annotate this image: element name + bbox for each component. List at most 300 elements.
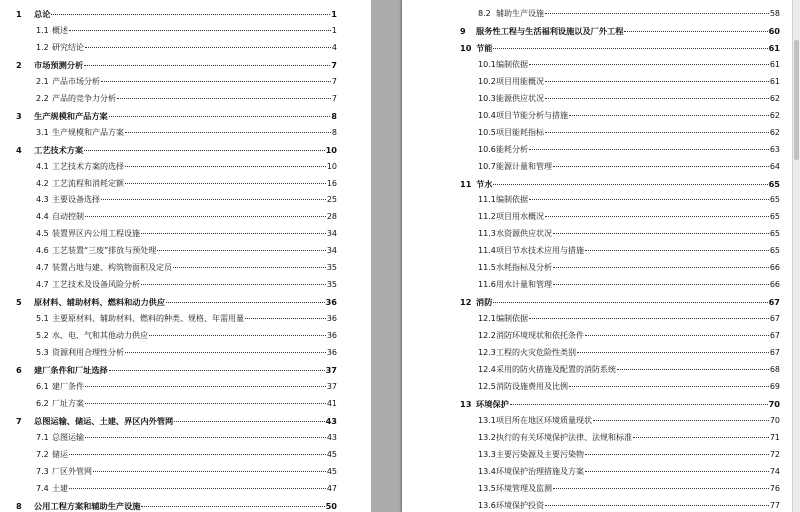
toc-section-entry[interactable] (478, 246, 780, 256)
toc-page-number: 67 (769, 348, 780, 357)
toc-section-entry[interactable] (36, 162, 337, 172)
toc-entry-title: 研究结论 (52, 42, 84, 52)
toc-dot-leader (109, 370, 325, 371)
toc-entry-number: 7.3 (36, 466, 49, 476)
toc-entry-title: 水资源供应状况 (496, 229, 552, 239)
toc-dot-leader (141, 284, 326, 285)
toc-entry-title: 执行的有关环境保护法律、法规和标准 (496, 432, 632, 442)
toc-page-number: 36 (326, 331, 337, 341)
toc-page-number: 50 (325, 500, 337, 511)
toc-page-number: 67 (769, 331, 780, 341)
toc-entry-title: 厂址方案 (52, 398, 84, 408)
toc-page-number: 35 (326, 263, 337, 273)
toc-page-number: 7 (331, 93, 337, 103)
toc-entry-number: 12.4 (478, 364, 496, 374)
toc-dot-leader (85, 216, 326, 217)
toc-chapter-entry[interactable] (16, 9, 337, 19)
toc-entry-number: 13.2 (478, 432, 496, 442)
toc-entry-number: 10 (460, 42, 472, 53)
toc-dot-leader (529, 199, 769, 200)
toc-entry-title: 项目用水概况 (496, 212, 544, 222)
toc-entry-number: 10.6 (478, 144, 496, 154)
toc-section-entry[interactable] (478, 229, 780, 239)
toc-section-entry[interactable] (478, 450, 780, 460)
toc-entry-title: 编制依据 (496, 195, 528, 205)
toc-page-number: 45 (326, 466, 337, 476)
toc-entry-number: 4.2 (36, 178, 49, 188)
toc-entry-number: 11.5 (478, 263, 496, 273)
toc-entry-number: 4.7 (36, 263, 49, 273)
toc-page-number: 65 (769, 212, 780, 222)
toc-section-entry[interactable] (36, 246, 337, 256)
toc-dot-leader (553, 267, 769, 268)
toc-page-number: 28 (326, 212, 337, 222)
toc-page-number: 62 (769, 93, 780, 103)
toc-section-entry[interactable] (478, 162, 780, 172)
toc-dot-leader (69, 454, 326, 455)
toc-entry-number: 9 (460, 25, 466, 36)
toc-entry-number: 5.1 (36, 314, 49, 324)
toc-page-number: 67 (768, 297, 780, 308)
toc-dot-leader (149, 335, 326, 336)
toc-entry-title: 总图运输 (52, 432, 84, 442)
toc-section-entry[interactable] (36, 263, 337, 273)
toc-dot-leader (141, 233, 326, 234)
toc-entry-title: 项目用能概况 (496, 76, 544, 86)
toc-dot-leader (125, 352, 326, 353)
toc-page-number: 16 (326, 178, 337, 188)
toc-entry-title: 土建 (52, 483, 68, 493)
toc-page-number: 45 (326, 449, 337, 459)
toc-dot-leader (617, 369, 769, 370)
toc-section-entry[interactable] (36, 382, 337, 392)
toc-entry-title: 项目所在地区环境质量现状 (496, 415, 592, 425)
toc-dot-leader (569, 386, 769, 387)
toc-dot-leader (553, 488, 769, 489)
toc-entry-number: 2 (16, 59, 22, 70)
toc-page-number: 62 (769, 127, 780, 137)
toc-entry-title: 生产规模和产品方案 (34, 110, 108, 121)
page-gutter (371, 0, 402, 512)
toc-entry-title: 主要原材料、辅助材料、燃料的种类、规格、年需用量 (52, 314, 244, 324)
toc-section-entry[interactable] (478, 77, 780, 87)
toc-dot-leader (510, 404, 768, 405)
toc-section-entry[interactable] (36, 43, 337, 53)
toc-section-entry[interactable] (478, 433, 780, 443)
toc-dot-leader (545, 81, 769, 82)
toc-entry-number: 13.5 (478, 483, 496, 493)
toc-page-number: 61 (768, 42, 780, 53)
toc-chapter-entry[interactable] (16, 111, 337, 121)
toc-entry-title: 项目能耗指标 (496, 127, 544, 137)
toc-page-number: 66 (769, 280, 780, 290)
toc-entry-title: 自动控制 (52, 212, 84, 222)
toc-page-number: 61 (769, 59, 780, 69)
toc-section-entry[interactable] (478, 9, 780, 19)
toc-entry-title: 公用工程方案和辅助生产设施 (34, 500, 141, 511)
toc-entry-number: 13.3 (478, 449, 496, 459)
toc-page-number: 74 (769, 466, 780, 476)
vertical-scrollbar[interactable] (792, 0, 800, 512)
toc-chapter-entry[interactable] (16, 297, 337, 307)
toc-dot-leader (166, 302, 325, 303)
toc-entry-number: 10.4 (478, 110, 496, 120)
toc-entry-number: 11.3 (478, 229, 496, 239)
toc-entry-number: 12.3 (478, 348, 496, 357)
toc-section-entry[interactable] (36, 179, 337, 189)
toc-entry-number: 8 (16, 500, 22, 511)
toc-entry-title: 产品的竞争力分析 (52, 93, 116, 103)
toc-dot-leader (624, 31, 767, 32)
toc-page-number: 47 (326, 483, 337, 493)
toc-section-entry[interactable] (478, 263, 780, 273)
toc-dot-leader (493, 48, 767, 49)
toc-page-number: 65 (769, 229, 780, 239)
toc-page-number: 34 (326, 229, 337, 239)
toc-page-number: 77 (769, 500, 780, 510)
toc-dot-leader (85, 47, 331, 48)
toc-page-number: 10 (325, 144, 337, 155)
toc-entry-number: 5.3 (36, 348, 49, 357)
toc-entry-number: 13.6 (478, 500, 496, 510)
toc-entry-title: 项目节能分析与措施 (496, 110, 568, 120)
toc-section-entry[interactable] (478, 60, 780, 70)
toc-entry-number: 4.3 (36, 195, 49, 205)
toc-page-number: 8 (331, 127, 337, 137)
toc-entry-title: 生产规模和产品方案 (52, 127, 124, 137)
toc-entry-number: 11.1 (478, 195, 496, 205)
toc-entry-title: 环境管理及监测 (496, 483, 552, 493)
toc-entry-title: 原材料、辅助材料、燃料和动力供应 (34, 297, 166, 308)
toc-entry-title: 储运 (52, 449, 68, 459)
toc-dot-leader (545, 132, 769, 133)
toc-section-entry[interactable] (478, 467, 780, 477)
toc-section-entry[interactable] (36, 450, 337, 460)
toc-entry-title: 环境保护治理措施及方案 (496, 466, 584, 476)
toc-entry-number: 7.4 (36, 483, 49, 493)
toc-entry-title: 水、电、气和其他动力供应 (52, 331, 148, 341)
toc-entry-number: 6.2 (36, 398, 49, 408)
toc-page-number: 63 (769, 144, 780, 154)
toc-entry-title: 装置占地与建、构筑物面积及定员 (52, 263, 172, 273)
toc-entry-title: 工程的火灾危险性类别 (496, 348, 576, 357)
toc-chapter-entry[interactable] (16, 416, 337, 426)
toc-entry-number: 4.5 (36, 229, 49, 239)
toc-page-number: 34 (326, 246, 337, 256)
toc-entry-title: 市场预测分析 (34, 59, 84, 70)
toc-section-entry[interactable] (478, 484, 780, 494)
toc-dot-leader (585, 335, 769, 336)
toc-page-number: 62 (769, 110, 780, 120)
toc-dot-leader (125, 132, 331, 133)
scrollbar-thumb[interactable] (794, 40, 799, 160)
toc-page-number: 61 (769, 76, 780, 86)
toc-entry-number: 7.2 (36, 449, 49, 459)
toc-page-number: 69 (769, 381, 780, 391)
toc-page-number: 66 (769, 263, 780, 273)
toc-section-entry[interactable] (478, 94, 780, 104)
toc-page-number: 71 (769, 432, 780, 442)
toc-entry-number: 2.2 (36, 93, 49, 103)
toc-page-number: 60 (768, 25, 780, 36)
toc-entry-number: 13.1 (478, 415, 496, 425)
toc-dot-leader (85, 403, 326, 404)
toc-section-entry[interactable] (36, 26, 337, 36)
toc-page-number: 65 (769, 195, 780, 205)
toc-entry-title: 产品市场分析 (52, 76, 100, 86)
toc-section-entry[interactable] (36, 331, 337, 341)
toc-page-number: 8 (331, 110, 337, 121)
toc-entry-title: 主要设备选择 (52, 195, 100, 205)
toc-entry-title: 编制依据 (496, 314, 528, 324)
toc-dot-leader (173, 267, 326, 268)
toc-entry-number: 1 (16, 9, 22, 19)
toc-chapter-entry[interactable] (460, 399, 780, 409)
toc-section-entry[interactable] (36, 195, 337, 205)
toc-dot-leader (529, 149, 769, 150)
toc-section-entry[interactable] (478, 331, 780, 341)
toc-chapter-entry[interactable] (460, 297, 780, 307)
toc-entry-number: 11.6 (478, 280, 496, 290)
toc-page-number: 35 (326, 280, 337, 290)
toc-entry-number: 4.4 (36, 212, 49, 222)
toc-entry-number: 4.1 (36, 161, 49, 171)
toc-dot-leader (577, 352, 769, 353)
toc-entry-title: 工艺技术方案 (34, 144, 84, 155)
toc-page-number: 7 (331, 76, 337, 86)
toc-section-entry[interactable] (478, 128, 780, 138)
toc-page-number: 4 (331, 42, 337, 52)
toc-page-number: 36 (325, 297, 337, 308)
toc-entry-title: 工艺流程和消耗定额 (52, 178, 124, 188)
toc-page-number: 67 (769, 314, 780, 324)
toc-section-entry[interactable] (478, 212, 780, 222)
toc-entry-number: 4.6 (36, 246, 49, 256)
toc-entry-number: 12.5 (478, 381, 496, 391)
toc-page-number: 65 (769, 246, 780, 256)
toc-dot-leader (545, 216, 769, 217)
toc-dot-leader (101, 199, 326, 200)
toc-entry-number: 10.1 (478, 59, 496, 69)
toc-page-number: 1 (331, 9, 337, 19)
toc-entry-title: 工艺技术方案的选择 (52, 161, 124, 171)
toc-entry-title: 能源供应状况 (496, 93, 544, 103)
toc-chapter-entry[interactable] (16, 145, 337, 155)
toc-section-entry[interactable] (36, 399, 337, 409)
toc-section-entry[interactable] (36, 77, 337, 87)
toc-dot-leader (69, 488, 326, 489)
toc-entry-title: 项目节水技术应用与措施 (496, 246, 584, 256)
toc-entry-title: 节水 (476, 178, 493, 189)
toc-dot-leader (585, 471, 769, 472)
toc-entry-number: 1.2 (36, 42, 49, 52)
toc-dot-leader (553, 166, 769, 167)
toc-entry-number: 7.1 (36, 432, 49, 442)
toc-page-number: 10 (326, 161, 337, 171)
toc-dot-leader (125, 166, 326, 167)
toc-chapter-entry[interactable] (460, 26, 780, 36)
toc-dot-leader (529, 64, 769, 65)
toc-section-entry[interactable] (478, 416, 780, 426)
toc-entry-number: 11.2 (478, 212, 496, 222)
toc-page-number: 7 (331, 59, 337, 70)
toc-dot-leader (493, 302, 767, 303)
toc-entry-title: 消防设施费用及比例 (496, 381, 568, 391)
toc-dot-leader (101, 81, 331, 82)
toc-section-entry[interactable] (36, 280, 337, 290)
toc-entry-number: 3 (16, 110, 22, 121)
toc-page-number: 64 (769, 161, 780, 171)
toc-section-entry[interactable] (36, 212, 337, 222)
document-page-left (0, 0, 371, 512)
toc-dot-leader (157, 250, 326, 251)
toc-chapter-entry[interactable] (16, 501, 337, 511)
toc-entry-title: 建厂条件 (52, 381, 84, 391)
toc-dot-leader (174, 421, 324, 422)
toc-page-number: 25 (326, 195, 337, 205)
toc-dot-leader (141, 506, 324, 507)
toc-entry-title: 主要污染源及主要污染物 (496, 449, 584, 459)
toc-dot-leader (93, 471, 326, 472)
toc-dot-leader (553, 233, 769, 234)
toc-entry-title: 概述 (52, 25, 68, 35)
toc-entry-number: 10.3 (478, 93, 496, 103)
toc-dot-leader (593, 420, 769, 421)
toc-dot-leader (553, 284, 769, 285)
toc-dot-leader (84, 150, 324, 151)
toc-section-entry[interactable] (36, 467, 337, 477)
toc-entry-number: 4 (16, 144, 22, 155)
toc-entry-number: 12.2 (478, 331, 496, 341)
toc-entry-title: 能源计量和管理 (496, 161, 552, 171)
toc-entry-title: 水耗指标及分析 (496, 263, 552, 273)
toc-entry-title: 环境保护 (476, 398, 509, 409)
toc-dot-leader (585, 250, 769, 251)
toc-entry-number: 6.1 (36, 381, 49, 391)
toc-section-entry[interactable] (478, 348, 780, 358)
toc-entry-title: 编制依据 (496, 59, 528, 69)
toc-page-number: 72 (769, 449, 780, 459)
toc-section-entry[interactable] (478, 382, 780, 392)
toc-entry-number: 13 (460, 398, 472, 409)
toc-entry-title: 总论 (34, 9, 51, 19)
toc-entry-title: 厂区外管网 (52, 466, 92, 476)
toc-entry-title: 用水计量和管理 (496, 280, 552, 290)
toc-entry-title: 消防 (476, 297, 493, 308)
toc-page-number: 1 (331, 25, 337, 35)
toc-section-entry[interactable] (36, 128, 337, 138)
toc-entry-title: 建厂条件和厂址选择 (34, 364, 108, 375)
toc-entry-number: 3.1 (36, 127, 49, 137)
toc-section-entry[interactable] (478, 195, 780, 205)
toc-dot-leader (569, 115, 769, 116)
toc-section-entry[interactable] (36, 484, 337, 494)
toc-dot-leader (545, 505, 769, 506)
toc-dot-leader (85, 386, 326, 387)
toc-entry-title: 总图运输、储运、土建、界区内外管网 (34, 415, 174, 426)
toc-entry-title: 节能 (476, 42, 493, 53)
toc-entry-number: 6 (16, 364, 22, 375)
toc-dot-leader (633, 437, 769, 438)
toc-page-number: 43 (325, 415, 337, 426)
toc-entry-title: 能耗分析 (496, 144, 528, 154)
toc-page-number: 76 (769, 483, 780, 493)
toc-entry-number: 5.2 (36, 331, 49, 341)
toc-section-entry[interactable] (36, 94, 337, 104)
toc-page-number: 58 (769, 9, 780, 18)
toc-page-number: 37 (325, 364, 337, 375)
toc-dot-leader (545, 98, 769, 99)
toc-page-number: 70 (768, 398, 780, 409)
toc-page-number: 37 (326, 381, 337, 391)
toc-section-entry[interactable] (36, 433, 337, 443)
toc-section-entry[interactable] (478, 314, 780, 324)
toc-section-entry[interactable] (478, 365, 780, 375)
toc-section-entry[interactable] (36, 314, 337, 324)
toc-entry-number: 12 (460, 297, 472, 308)
toc-chapter-entry[interactable] (16, 365, 337, 375)
document-page-right (402, 0, 792, 512)
toc-entry-title: 辅助生产设施 (496, 9, 544, 18)
toc-entry-number: 5 (16, 297, 22, 308)
toc-entry-number: 1.1 (36, 25, 49, 35)
toc-entry-number: 11 (460, 178, 472, 189)
toc-page-number: 70 (769, 415, 780, 425)
toc-entry-title: 消防环境现状和依托条件 (496, 331, 584, 341)
toc-entry-number: 2.1 (36, 76, 49, 86)
toc-entry-title: 采用的防火措施及配置的消防系统 (496, 364, 616, 374)
toc-dot-leader (109, 116, 331, 117)
toc-entry-title: 资源利用合理性分析 (52, 348, 124, 357)
toc-dot-leader (493, 184, 767, 185)
toc-dot-leader (69, 30, 331, 31)
toc-dot-leader (529, 318, 769, 319)
toc-chapter-entry[interactable] (460, 43, 780, 53)
toc-entry-number: 11.4 (478, 246, 496, 256)
toc-dot-leader (117, 98, 331, 99)
toc-entry-number: 10.5 (478, 127, 496, 137)
toc-section-entry[interactable] (478, 145, 780, 155)
toc-entry-number: 12.1 (478, 314, 496, 324)
toc-entry-title: 工艺技术及设备风险分析 (52, 280, 140, 290)
toc-dot-leader (585, 454, 769, 455)
toc-section-entry[interactable] (478, 501, 780, 511)
toc-dot-leader (51, 14, 330, 15)
toc-dot-leader (85, 437, 326, 438)
toc-section-entry[interactable] (36, 229, 337, 239)
toc-section-entry[interactable] (478, 280, 780, 290)
toc-section-entry[interactable] (36, 348, 337, 358)
toc-chapter-entry[interactable] (16, 60, 337, 70)
toc-chapter-entry[interactable] (460, 179, 780, 189)
toc-entry-number: 10.2 (478, 76, 496, 86)
toc-entry-number: 7 (16, 415, 22, 426)
toc-entry-title: 服务性工程与生活福利设施以及厂外工程 (476, 25, 624, 36)
toc-page-number: 36 (326, 348, 337, 357)
toc-dot-leader (245, 318, 326, 319)
toc-page-number: 65 (768, 178, 780, 189)
toc-entry-title: 工艺装置“三废”排放与预处理 (52, 246, 157, 256)
toc-entry-number: 10.7 (478, 161, 496, 171)
toc-entry-title: 环境保护投资 (496, 500, 544, 510)
toc-page-number: 43 (326, 432, 337, 442)
toc-entry-number: 8.2 (478, 9, 491, 18)
toc-entry-number: 13.4 (478, 466, 496, 476)
toc-dot-leader (125, 183, 326, 184)
toc-section-entry[interactable] (478, 111, 780, 121)
toc-dot-leader (545, 13, 769, 14)
toc-entry-number: 4.7 (36, 280, 49, 290)
